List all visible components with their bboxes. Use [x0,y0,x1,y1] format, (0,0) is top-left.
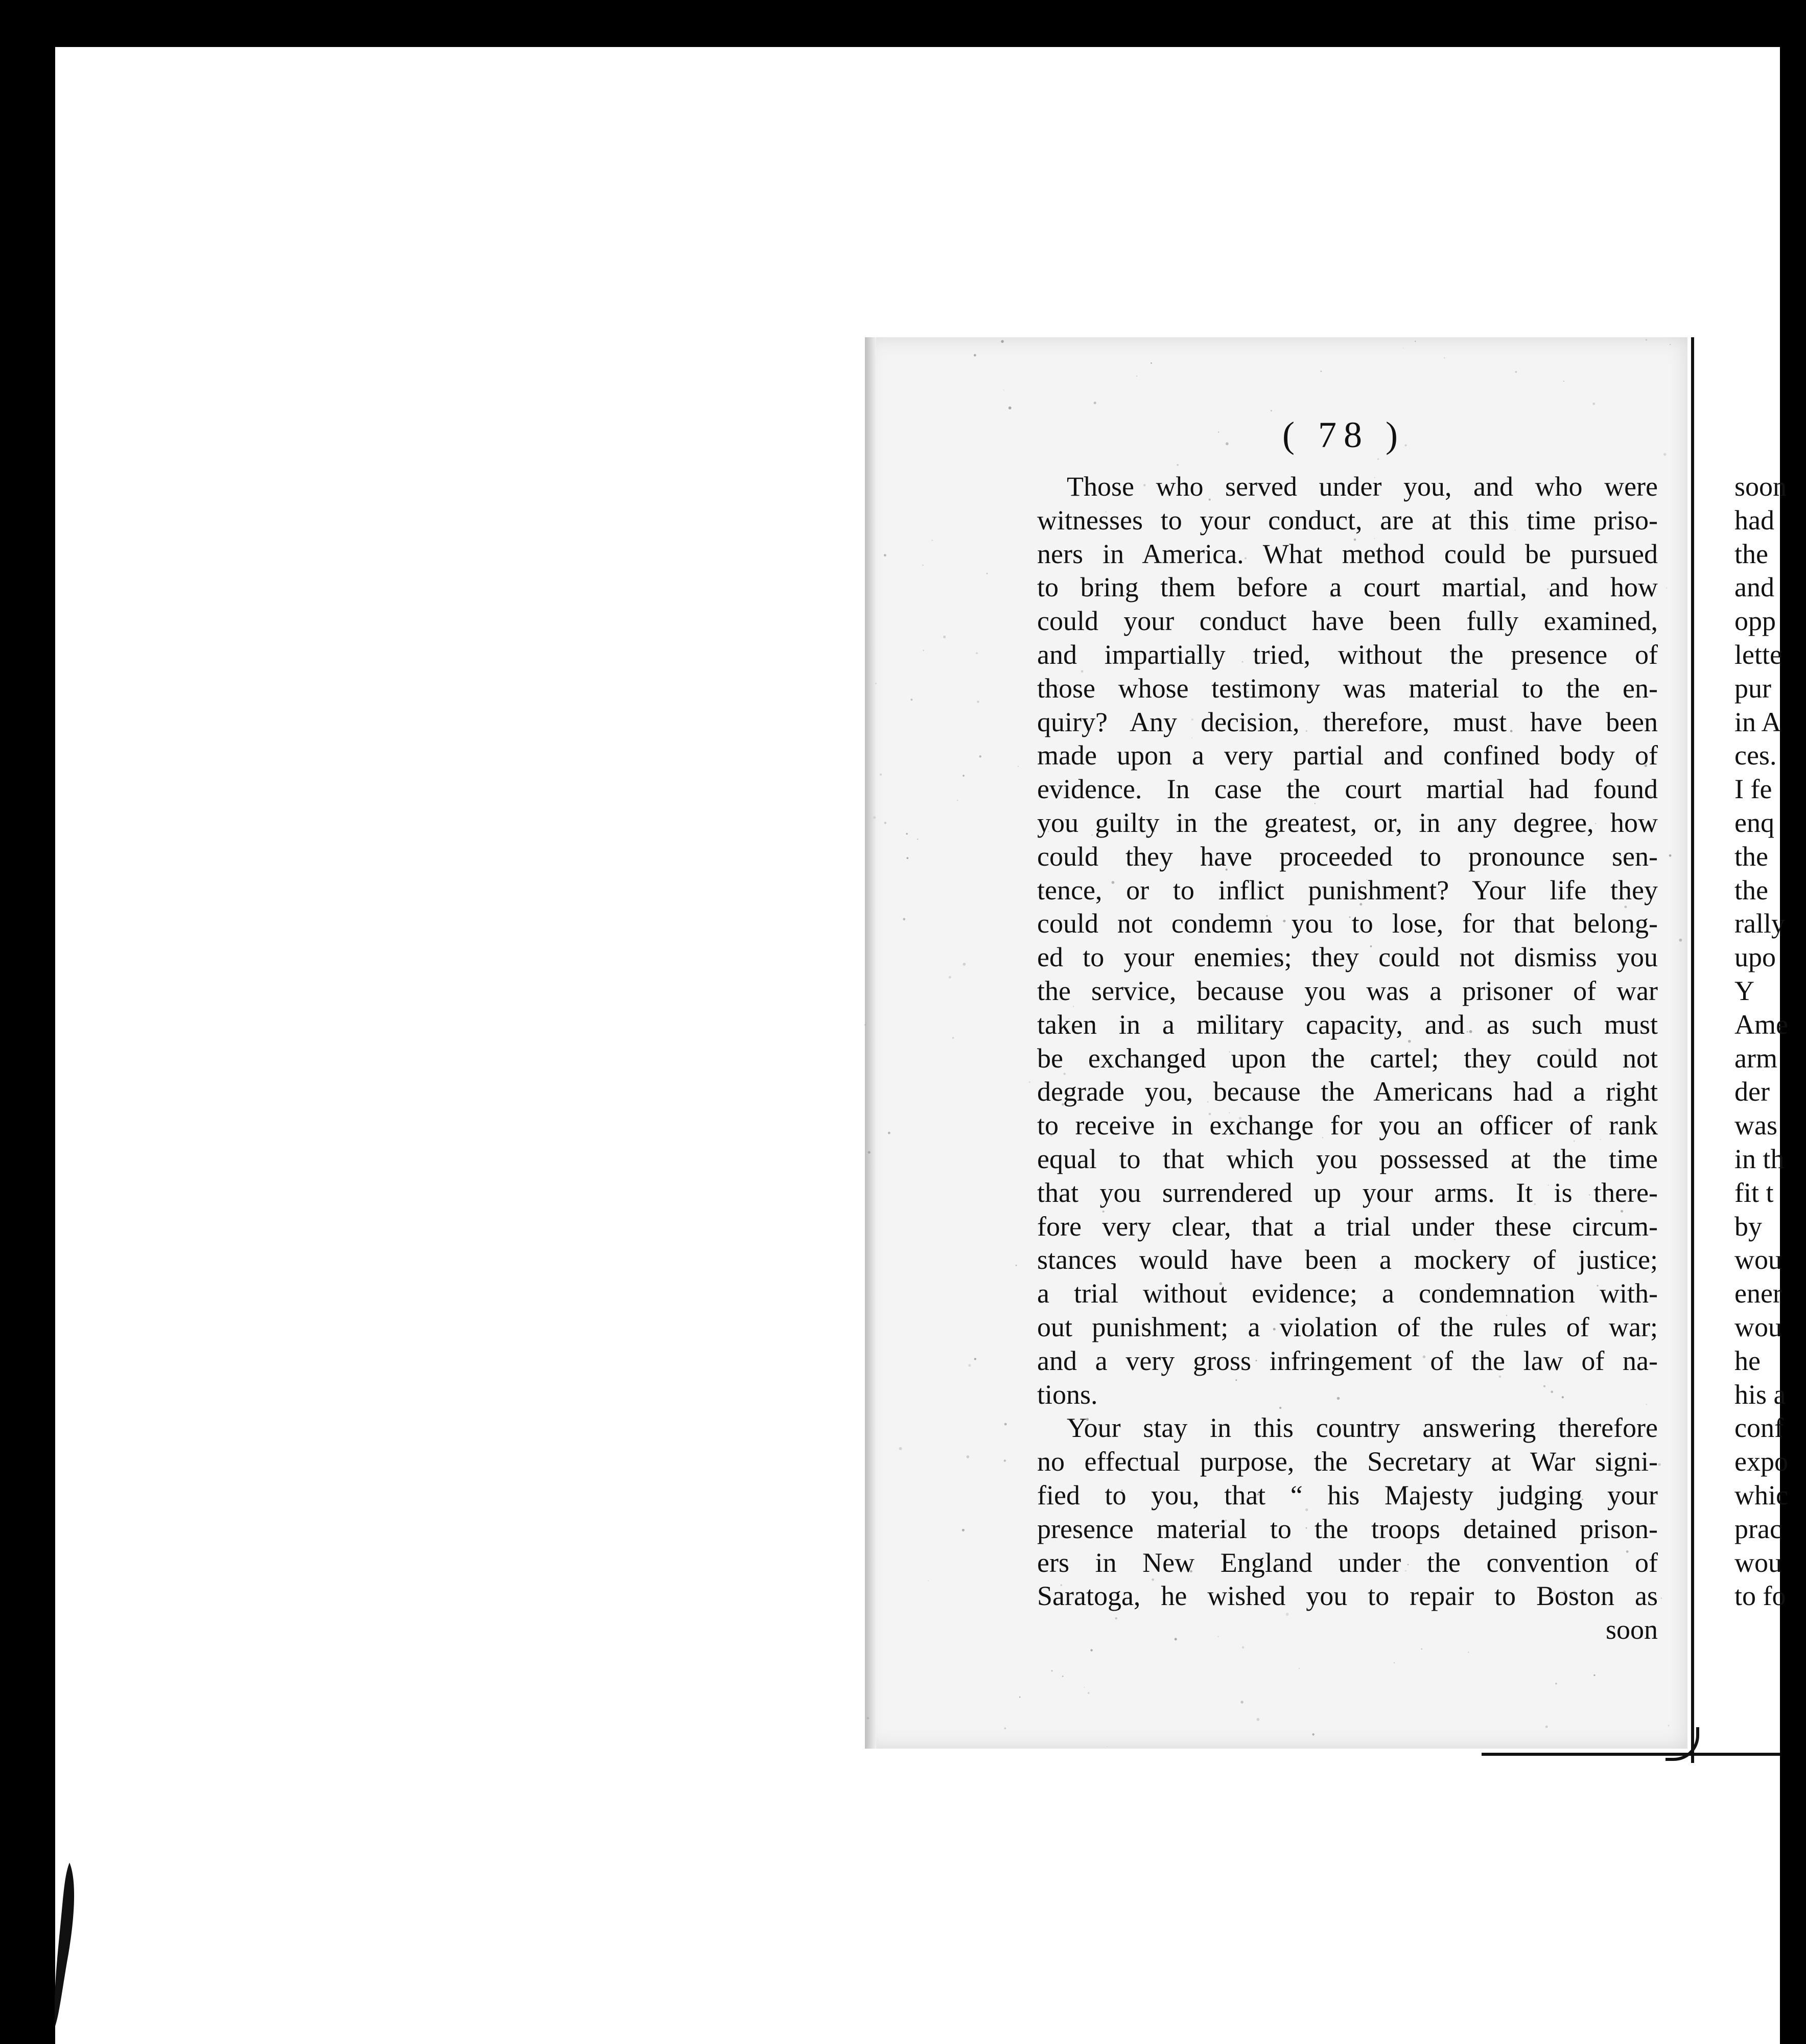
speckle [1016,1265,1017,1266]
speckle [963,775,964,776]
facing-page-fragment: lette [1734,639,1782,670]
speckle [1257,1718,1260,1721]
speckle [1415,341,1416,342]
speckle [1004,1728,1006,1730]
text-line: ners in America. What method could be pursued [1037,538,1658,569]
text-line: fore very clear, that a trial under these circum- [1037,1211,1658,1242]
facing-page-fragment: in th [1734,1143,1785,1174]
speckle [1646,339,1647,341]
speckle [868,1151,871,1154]
facing-page-text [1734,470,1806,1613]
speckle [1088,1692,1090,1694]
text-line: stances would have been a mockery of justice; [1037,1244,1658,1275]
text-line: be exchanged upon the cartel; they could not [1037,1042,1658,1074]
speckle [962,1529,965,1531]
facing-page-fragment: soon [1734,471,1787,502]
speckle [1004,1459,1006,1461]
facing-page-fragment: enq [1734,807,1774,838]
text-line: tence, or to inflict punishment? Your life they [1037,874,1658,905]
speckle [968,1364,971,1366]
speckle [867,1717,869,1719]
facing-page-fragment: ces. [1734,740,1777,771]
speckle [976,653,978,655]
speckle [1666,588,1667,589]
speckle [974,354,976,357]
speckle [1668,1725,1670,1727]
speckle [1403,348,1404,349]
speckle [873,816,876,819]
text-line: ers in New England under the convention of [1037,1547,1658,1578]
facing-page-fragment: the [1734,874,1768,905]
text-line: that you surrendered up your arms. It is there- [1037,1177,1658,1208]
facing-page-fragment: upo [1734,942,1776,973]
text-line: made upon a very partial and confined body of [1037,740,1658,771]
speckle [884,554,886,556]
text-line: taken in a military capacity, and as such must [1037,1009,1658,1040]
facing-page-fragment: by [1734,1211,1762,1242]
facing-page-fragment: der [1734,1076,1770,1107]
facing-page-fragment: conf [1734,1412,1784,1444]
facing-page-fragment: had [1734,504,1774,536]
speckle [1008,406,1012,409]
scan-top-border [0,0,1780,47]
speckle [1084,1687,1085,1688]
speckle [1669,854,1672,857]
speckle [1679,939,1682,942]
speckle [1051,1670,1053,1671]
facing-page-fragment: was [1734,1110,1777,1141]
speckle [1593,1675,1595,1676]
speckle [957,800,958,801]
speckle [1563,381,1564,382]
text-line: to receive in exchange for you an officer of rank [1037,1110,1658,1141]
text-line: could your conduct have been fully examined, [1037,606,1658,637]
speckle [943,636,946,638]
speckle [888,1132,890,1134]
speckle [911,699,913,701]
speckle [876,683,877,684]
facing-page-fragment: whic [1734,1479,1788,1511]
body-text [1037,470,1658,1647]
facing-page-fragment: to fo [1734,1581,1786,1612]
speckle [1177,464,1179,466]
speckle [1555,1683,1557,1684]
text-line: and a very gross infringement of the law of na- [1037,1345,1658,1376]
text-line: Those who served under you, and who were [1067,471,1658,502]
text-line: could not condemn you to lose, for that belong- [1037,908,1658,939]
text-line: you guilty in the greatest, or, in any degree, how [1037,807,1658,838]
speckle [1377,458,1379,460]
speckle [1660,1597,1662,1599]
speckle [1421,1648,1422,1650]
speckle [1394,1662,1395,1663]
text-line: and impartially tried, without the presence of [1037,639,1658,670]
bottom-rule [1482,1753,1780,1756]
text-line: equal to that which you possessed at the time [1037,1143,1658,1174]
speckle [1003,389,1004,390]
speckle [1658,1463,1661,1466]
speckle [917,839,919,840]
facing-page-fragment: the [1734,538,1768,569]
text-line: to bring them before a court martial, and how [1037,572,1658,603]
text-line: the service, because you was a prisoner of war [1037,975,1658,1006]
speckle [963,963,966,966]
gutter-rule [1691,337,1694,1763]
speckle [1468,1652,1469,1653]
speckle [1515,371,1517,373]
speckle [1670,344,1671,345]
speckle [1136,376,1137,377]
speckle [1226,443,1229,446]
facing-page-fragment: in A [1734,706,1781,737]
speckle [1004,1423,1007,1426]
speckle [1029,1081,1030,1083]
speckle [977,701,979,703]
speckle [1271,410,1272,411]
speckle [1545,1726,1548,1728]
speckle [1299,1668,1300,1669]
text-line: a trial without evidence; a condemnation with- [1037,1278,1658,1309]
facing-page-fragment: wou [1734,1547,1782,1578]
facing-page-fragment: arm [1734,1042,1777,1074]
facing-page-fragment: the [1734,841,1768,872]
speckle [1001,340,1003,343]
speckle [949,976,951,979]
scan-edge-mark [49,1860,80,2029]
text-line: Your stay in this country answering therefore [1067,1412,1658,1444]
facing-page-fragment: wou [1734,1244,1782,1275]
text-line: those whose testimony was material to the en- [1037,672,1658,704]
speckle [864,1024,866,1026]
speckle [987,573,988,574]
facing-page-fragment: his a [1734,1379,1786,1410]
text-line: evidence. In case the court martial had found [1037,774,1658,805]
scan-left-border [0,0,55,2044]
facing-page-fragment: pur [1734,672,1771,704]
text-line: could they have proceeded to pronounce sen- [1037,841,1658,872]
speckle [903,918,905,920]
speckle [974,1358,976,1360]
speckle [1218,432,1219,433]
speckle [1019,1697,1021,1698]
speckle [1240,1701,1243,1703]
speckle [1094,402,1096,404]
speckle [884,822,886,824]
speckle [1018,766,1019,767]
speckle [1090,1649,1092,1651]
speckle [923,650,924,651]
text-line: no effectual purpose, the Secretary at War signi- [1037,1446,1658,1477]
speckle [979,755,981,757]
text-line: degrade you, because the Americans had a right [1037,1076,1658,1107]
text-line: Saratoga, he wished you to repair to Boston as [1037,1581,1658,1612]
facing-page-fragment: opp [1734,606,1776,637]
text-line: witnesses to your conduct, are at this time priso- [1037,504,1658,536]
speckle [931,540,932,541]
speckle [1312,1733,1314,1735]
speckle [1107,1746,1108,1747]
text-line: ed to your enemies; they could not dismiss you [1037,942,1658,973]
text-line: fied to you, that “ his Majesty judging your [1037,1479,1658,1511]
speckle [928,1581,929,1582]
speckle [907,857,909,859]
text-line: soon [1605,1614,1658,1645]
text-line: quiry? Any decision, therefore, must have been [1037,706,1658,737]
speckle [923,565,924,566]
speckle [1062,1676,1064,1677]
page-number: ( 78 ) [1282,414,1405,455]
facing-page-fragment: rally [1734,908,1785,939]
facing-page-fragment: Ame [1734,1009,1788,1040]
speckle [1151,362,1152,364]
facing-page-fragment: he [1734,1345,1761,1376]
speckle [899,1447,902,1450]
speckle [967,1455,970,1458]
facing-page-fragment: Y [1734,975,1754,1006]
facing-page-fragment: wou [1734,1311,1782,1342]
facing-page-fragment: prac [1734,1513,1782,1544]
speckle [880,774,882,776]
speckle [1593,403,1596,405]
speckle [906,833,908,834]
facing-page-fragment: fit t [1734,1177,1774,1208]
facing-page-fragment: expo [1734,1446,1788,1477]
text-line: out punishment; a violation of the rules of war; [1037,1311,1658,1342]
speckle [1320,370,1322,372]
text-line: presence material to the troops detained prison- [1037,1513,1658,1544]
speckle [1663,453,1666,456]
facing-page-fragment: and [1734,572,1774,603]
text-line: tions. [1037,1379,1098,1410]
speckle [952,1037,954,1038]
facing-page-fragment: ener [1734,1278,1782,1309]
facing-page-fragment: I fe [1734,774,1772,805]
speckle [1444,357,1445,358]
